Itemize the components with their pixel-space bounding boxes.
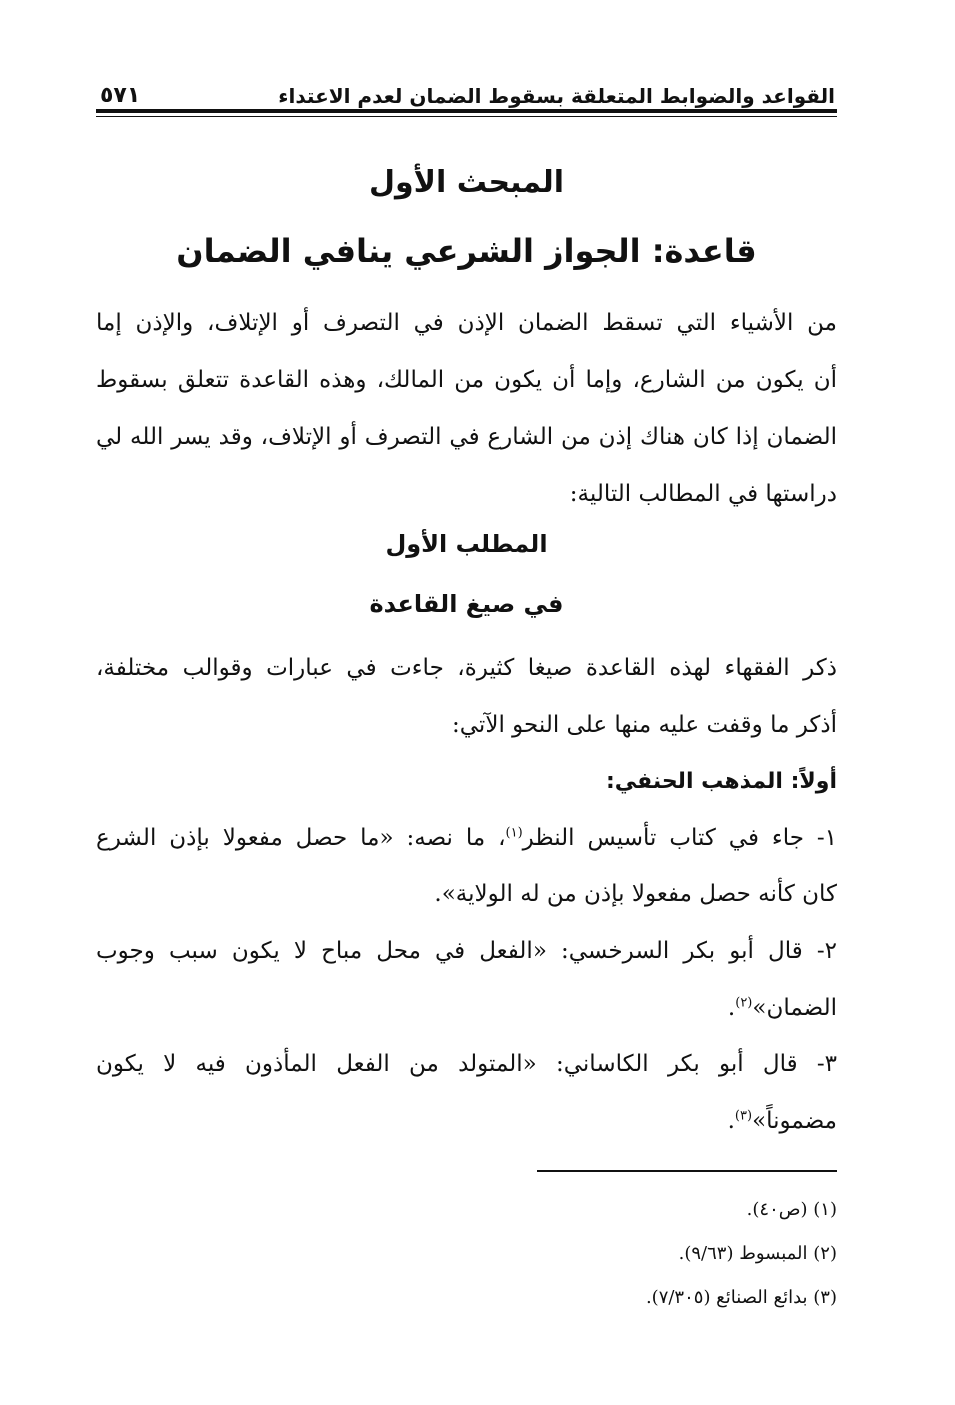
page-number: ٥٧١: [100, 83, 141, 108]
item3-line-2: [96, 1103, 837, 1139]
item1-text-a: ١- جاء في كتاب تأسيس النظر: [522, 825, 837, 851]
item2-line-2: [96, 990, 837, 1026]
item1-line-2: كان كأنه حصل مفعولا بإذن من له الولاية».: [434, 881, 837, 907]
item3-text: مضموناً»: [752, 1108, 837, 1134]
header-rule-thin: [96, 116, 837, 117]
item3-line-1: ٣- قال أبو بكر الكاساني: «المتولد من الفعل المأذون فيه لا يكون: [96, 1051, 837, 1077]
intro-line-1: من الأشياء التي تسقط الضمان الإذن في التصرف أو الإتلاف، والإذن إما: [96, 310, 837, 336]
sub-heading: في صيغ القاعدة: [369, 590, 564, 618]
item1-line-1: [96, 820, 837, 856]
running-header: [100, 68, 835, 108]
footnote-1: (١) (ص٤٠).: [746, 1199, 837, 1220]
item1-text-b: ، ما نصه: «ما حصل مفعولا بإذن الشرع: [96, 825, 506, 851]
rule-heading: قاعدة: الجواز الشرعي ينافي الضمان: [176, 232, 757, 270]
madhhab-label: أولاً: المذهب الحنفي:: [605, 769, 837, 794]
footnote-ref-1[interactable]: (١): [505, 825, 523, 841]
header-rule-thick: [96, 109, 837, 113]
item3-end: .: [727, 1108, 735, 1134]
item2-end: .: [727, 995, 736, 1021]
footnote-ref-2[interactable]: (٢): [735, 995, 753, 1011]
footnote-separator: [537, 1170, 837, 1172]
running-title: القواعد والضوابط المتعلقة بسقوط الضمان لعدم الاعتداء: [278, 84, 835, 108]
formulas-intro-line-2: أذكر ما وقفت عليه منها على النحو الآتي:: [452, 712, 837, 738]
item2-text: الضمان»: [752, 995, 837, 1021]
intro-line-3: الضمان إذا كان هناك إذن من الشارع في التصرف أو الإتلاف، وقد يسر الله لي: [96, 424, 837, 450]
footnote-2: (٢) المبسوط (٩/٦٣).: [678, 1243, 837, 1264]
footnote-ref-3[interactable]: (٣): [734, 1108, 753, 1124]
footnote-3: (٣) بدائع الصنائع (٧/٣٠٥).: [645, 1287, 837, 1308]
intro-line-4: دراستها في المطالب التالية:: [569, 481, 837, 507]
item2-line-1: ٢- قال أبو بكر السرخسي: «الفعل في محل مباح لا يكون سبب وجوب: [96, 938, 837, 964]
matlab-heading: المطلب الأول: [385, 530, 548, 558]
section-heading: المبحث الأول: [368, 165, 565, 200]
formulas-intro-line-1: ذكر الفقهاء لهذه القاعدة صيغا كثيرة، جاءت في عبارات وقوالب مختلفة،: [96, 655, 837, 681]
intro-line-2: أن يكون من الشارع، وإما أن يكون من المالك، وهذه القاعدة تتعلق بسقوط: [96, 367, 837, 393]
